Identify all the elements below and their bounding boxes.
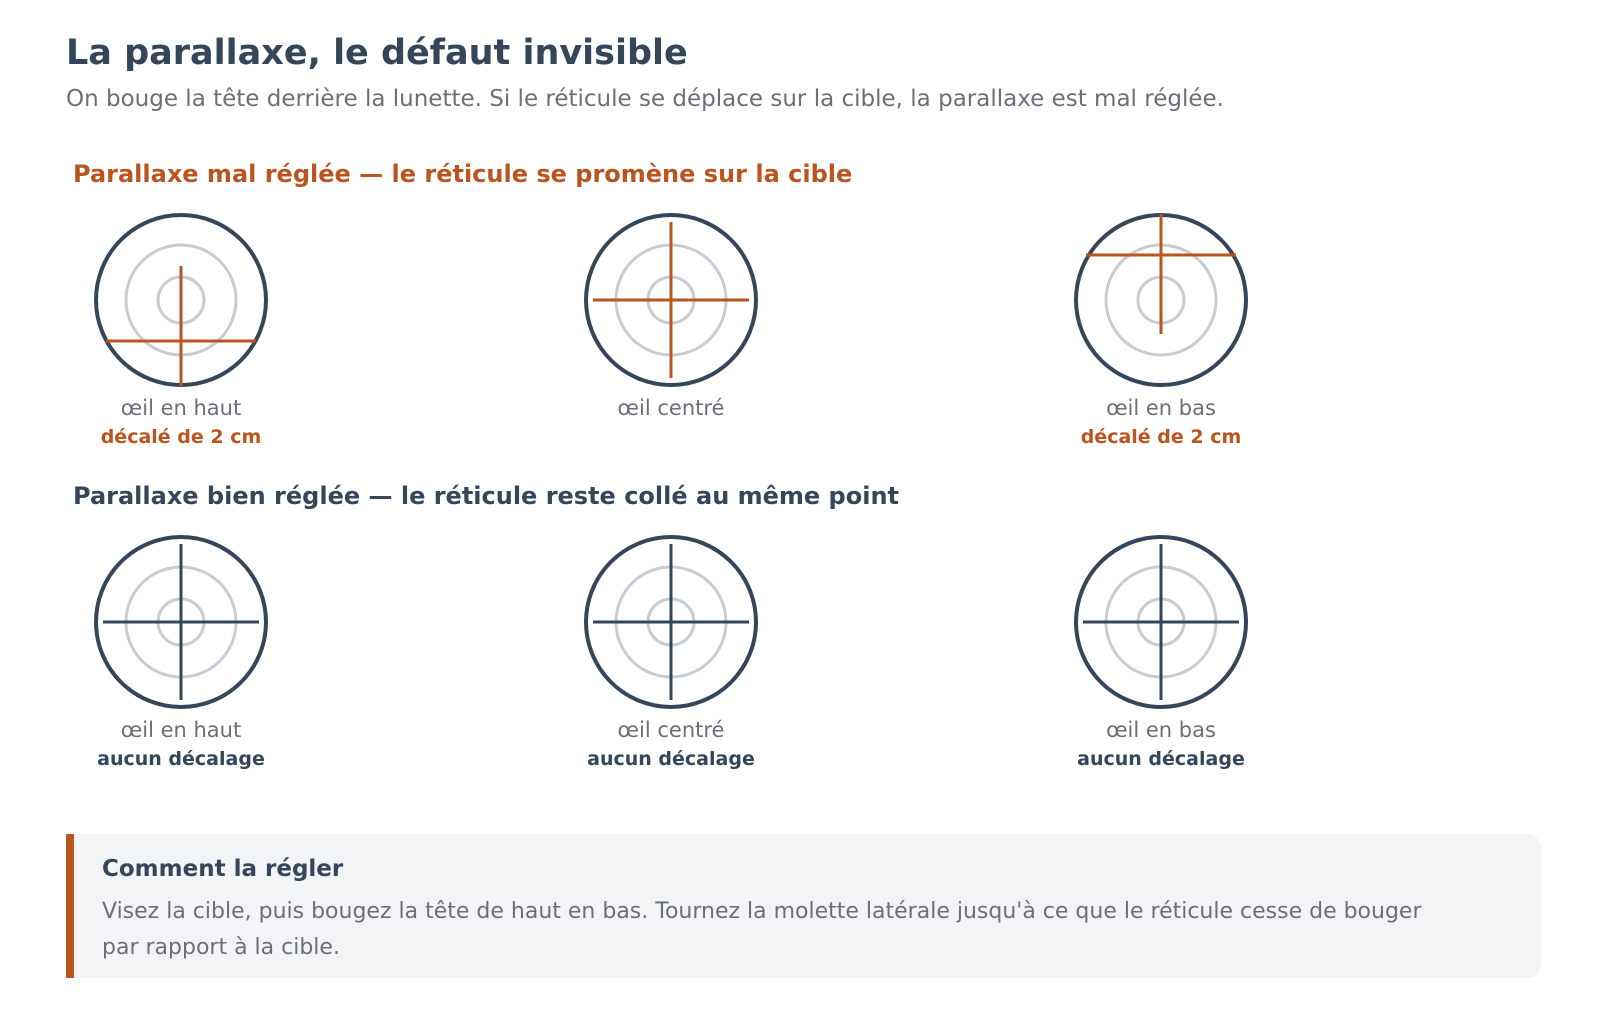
callout-text: Visez la cible, puis bougez la tête de haut en bas. Tournez la molette latérale jusqu'à ce que le réticule cesse de bouger par rapport à la cible.	[102, 899, 1422, 960]
callout-title: Comment la régler	[102, 856, 344, 882]
eye-position-label: œil en bas	[1106, 396, 1216, 420]
eye-position-label: œil centré	[617, 396, 725, 420]
scope-diagram	[91, 532, 271, 712]
how-to-adjust-callout	[66, 834, 1541, 978]
scope-diagram	[91, 210, 271, 390]
scope-view-good-eye-bottom	[1011, 532, 1311, 774]
scope-view-bad-eye-bottom	[1011, 210, 1311, 452]
offset-label: aucun décalage	[1077, 748, 1245, 770]
scope-diagram	[1071, 532, 1251, 712]
row-heading-bad: Parallaxe mal réglée — le réticule se promène sur la cible	[73, 160, 853, 188]
scope-view-bad-eye-top	[31, 210, 331, 452]
scope-view-good-eye-top	[31, 532, 331, 774]
page-title: La parallaxe, le défaut invisible	[66, 33, 688, 73]
scope-diagram	[581, 532, 761, 712]
offset-label: aucun décalage	[97, 748, 265, 770]
scope-view-good-eye-center	[521, 532, 821, 774]
row-heading-good: Parallaxe bien réglée — le réticule reste collé au même point	[73, 482, 900, 510]
eye-position-label: œil en haut	[120, 718, 242, 742]
scope-diagram	[1071, 210, 1251, 390]
page-subtitle: On bouge la tête derrière la lunette. Si le réticule se déplace sur la cible, la parallaxe est mal réglée.	[66, 86, 1224, 112]
offset-label: aucun décalage	[587, 748, 755, 770]
offset-label: décalé de 2 cm	[100, 426, 262, 448]
eye-position-label: œil en bas	[1106, 718, 1216, 742]
scope-view-bad-eye-center	[521, 210, 821, 422]
scope-diagram	[581, 210, 761, 390]
offset-label: décalé de 2 cm	[1080, 426, 1242, 448]
eye-position-label: œil centré	[617, 718, 725, 742]
eye-position-label: œil en haut	[120, 396, 242, 420]
